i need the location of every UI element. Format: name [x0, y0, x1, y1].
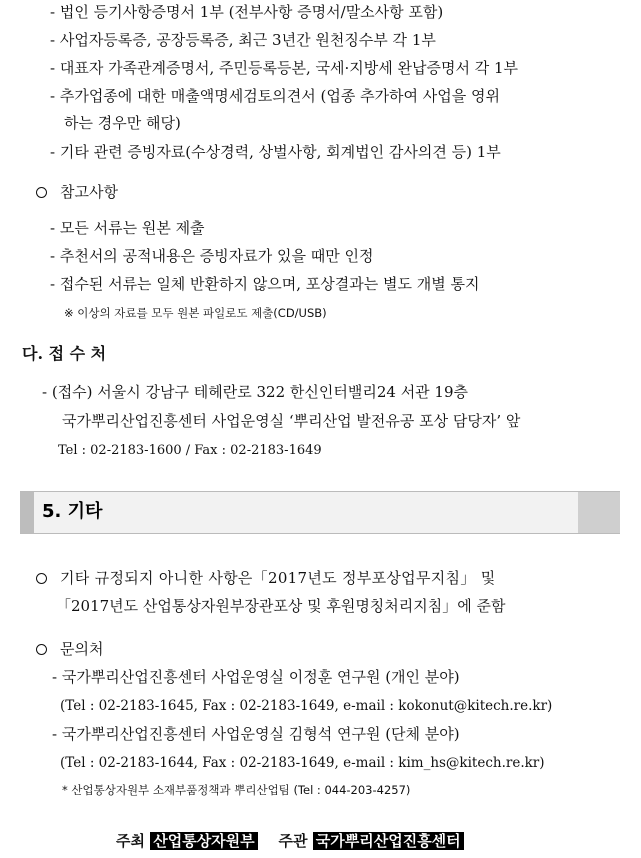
bullet-circle-icon: [36, 644, 47, 655]
ministry-note: * 산업통상자원부 소재부품정책과 뿌리산업팀 (Tel : 044-203-4257): [62, 783, 411, 797]
doc-item-5: - 기타 관련 증빙자료(수상경력, 상벌사항, 회계법인 감사의견 등) 1부: [50, 143, 501, 161]
contact-2-info: (Tel : 02-2183-1644, Fax : 02-2183-1649, e-mail : kim_hs@kitech.re.kr): [60, 755, 545, 771]
doc-item-3: - 대표자 가족관계증명서, 주민등록등본, 국세·지방세 완납증명서 각 1부: [50, 59, 519, 77]
section-5-header: [20, 491, 620, 534]
note-item-2: - 추천서의 공적내용은 증빙자료가 있을 때만 인정: [50, 247, 374, 265]
inquiry-heading: 문의처: [60, 640, 104, 658]
reception-address: - (접수) 서울시 강남구 테헤란로 322 한신인터밸리24 서관 19층: [42, 383, 469, 401]
reception-recipient: 국가뿌리산업진흥센터 사업운영실 ‘뿌리산업 발전유공 포상 담당자’ 앞: [62, 412, 521, 430]
host-name: 산업통상자원부: [150, 832, 257, 850]
doc-item-4: - 추가업종에 대한 매출액명세검토의견서 (업종 추가하여 사업을 영위: [50, 87, 501, 105]
organizer-name: 국가뿌리산업진흥센터: [313, 832, 464, 850]
section-bar-right-stripe: [578, 492, 620, 533]
bullet-circle-icon: [36, 187, 47, 198]
misc-para-line2: 「2017년도 산업통상자원부장관포상 및 후원명칭처리지침」에 준함: [56, 597, 506, 615]
contact-2-name: - 국가뿌리산업진흥센터 사업운영실 김형석 연구원 (단체 분야): [52, 725, 460, 743]
notes-footnote: ※ 이상의 자료를 모두 원본 파일로도 제출(CD/USB): [64, 306, 327, 320]
section-bar-left-stripe: [20, 492, 34, 533]
reception-heading: 다. 접 수 처: [22, 344, 107, 363]
contact-1-name: - 국가뿌리산업진흥센터 사업운영실 이정훈 연구원 (개인 분야): [52, 668, 460, 686]
organizer-label: 주관: [278, 832, 308, 850]
contact-1-info: (Tel : 02-2183-1645, Fax : 02-2183-1649, e-mail : kokonut@kitech.re.kr): [60, 698, 553, 714]
doc-item-1: - 법인 등기사항증명서 1부 (전부사항 증명서/말소사항 포함): [50, 3, 444, 21]
misc-para-line1: 기타 규정되지 아니한 사항은「2017년도 정부포상업무지침」 및: [60, 569, 496, 587]
section-5-title: 5. 기타: [42, 501, 103, 522]
doc-item-4-cont: 하는 경우만 해당): [64, 114, 181, 132]
notes-heading: 참고사항: [60, 183, 118, 201]
footer-credits: [116, 831, 464, 851]
host-label: 주최: [116, 832, 145, 850]
reception-contact: Tel : 02-2183-1600 / Fax : 02-2183-1649: [58, 443, 322, 458]
note-item-3: - 접수된 서류는 일체 반환하지 않으며, 포상결과는 별도 개별 통지: [50, 275, 480, 293]
doc-item-2: - 사업자등록증, 공장등록증, 최근 3년간 원천징수부 각 1부: [50, 31, 436, 49]
note-item-1: - 모든 서류는 원본 제출: [50, 219, 205, 237]
bullet-circle-icon: [36, 573, 47, 584]
